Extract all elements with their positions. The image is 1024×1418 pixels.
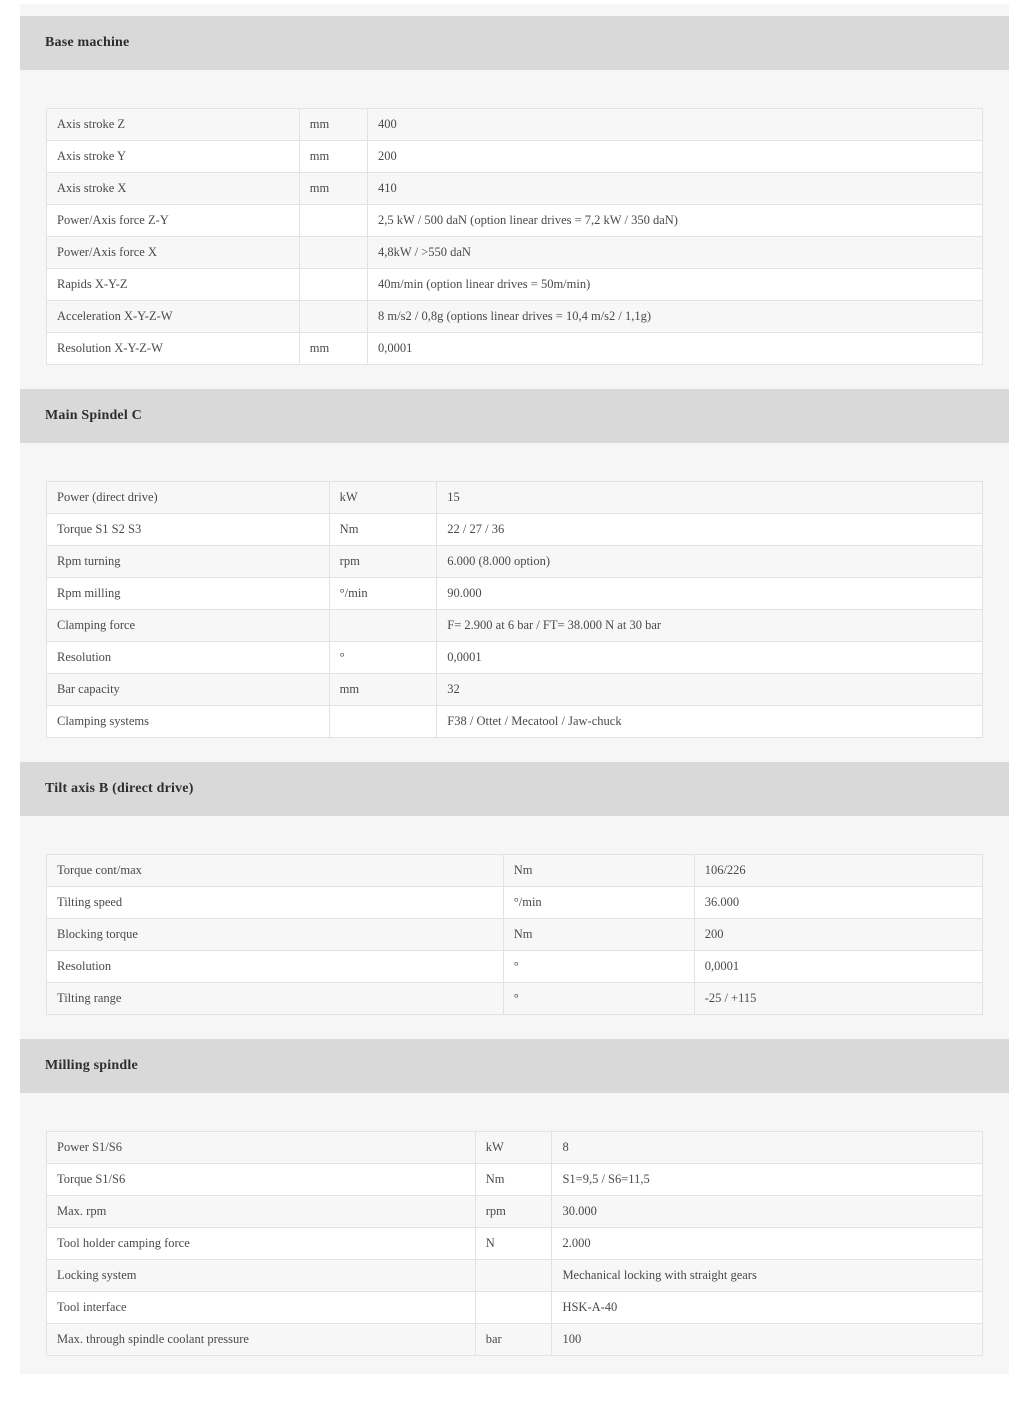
spec-value-cell: 200	[368, 141, 983, 173]
section-title: Milling spindle	[45, 1058, 138, 1073]
table-row	[47, 642, 983, 674]
table-row	[47, 610, 983, 642]
spec-label-cell: Clamping force	[47, 610, 330, 642]
table-row	[47, 1228, 983, 1260]
spec-value-cell: -25 / +115	[694, 983, 982, 1015]
spec-label-cell: Rpm milling	[47, 578, 330, 610]
spec-unit-cell: mm	[299, 173, 367, 205]
table-row	[47, 205, 983, 237]
spec-label-cell: Rpm turning	[47, 546, 330, 578]
table-row	[47, 1164, 983, 1196]
spec-label-cell: Power/Axis force X	[47, 237, 300, 269]
spec-label-cell: Axis stroke Y	[47, 141, 300, 173]
spec-value-cell: 8 m/s2 / 0,8g (options linear drives = 10,4 m/s2 / 1,1g)	[368, 301, 983, 333]
table-row	[47, 674, 983, 706]
spec-unit-cell: mm	[299, 141, 367, 173]
table-row	[47, 482, 983, 514]
spec-unit-cell: mm	[299, 109, 367, 141]
spec-label-cell: Rapids X-Y-Z	[47, 269, 300, 301]
spec-value-cell: 400	[368, 109, 983, 141]
spec-value-cell: 106/226	[694, 855, 982, 887]
spec-value-cell: 30.000	[552, 1196, 983, 1228]
table-row	[47, 887, 983, 919]
spec-value-cell: 100	[552, 1324, 983, 1356]
spec-value-cell: F= 2.900 at 6 bar / FT= 38.000 N at 30 bar	[437, 610, 983, 642]
spec-unit-cell: kW	[475, 1132, 552, 1164]
spec-unit-cell	[299, 205, 367, 237]
spec-value-cell: 36.000	[694, 887, 982, 919]
spec-unit-cell: °/min	[329, 578, 437, 610]
spec-unit-cell	[299, 269, 367, 301]
page	[0, 4, 1024, 1418]
spec-unit-cell: °	[503, 983, 694, 1015]
spec-table-wrap-tilt-axis-b-direct-drive	[46, 854, 983, 1015]
spec-label-cell: Tilting speed	[47, 887, 504, 919]
spec-value-cell: 2,5 kW / 500 daN (option linear drives = 7,2 kW / 350 daN)	[368, 205, 983, 237]
spec-value-cell: F38 / Ottet / Mecatool / Jaw-chuck	[437, 706, 983, 738]
table-row	[47, 269, 983, 301]
spec-value-cell: 8	[552, 1132, 983, 1164]
table-row	[47, 706, 983, 738]
table-row	[47, 855, 983, 887]
spec-value-cell: S1=9,5 / S6=11,5	[552, 1164, 983, 1196]
spec-unit-cell: °	[329, 642, 437, 674]
spec-value-cell: 2.000	[552, 1228, 983, 1260]
spec-value-cell: 0,0001	[437, 642, 983, 674]
spec-unit-cell: mm	[329, 674, 437, 706]
spec-label-cell: Max. through spindle coolant pressure	[47, 1324, 476, 1356]
spec-unit-cell: °/min	[503, 887, 694, 919]
section-header-main-spindel-c	[20, 389, 1009, 443]
spec-label-cell: Tool holder camping force	[47, 1228, 476, 1260]
section-title: Base machine	[45, 35, 130, 50]
table-row	[47, 578, 983, 610]
section-title: Tilt axis B (direct drive)	[45, 781, 194, 796]
spec-unit-cell: rpm	[329, 546, 437, 578]
spec-label-cell: Torque S1 S2 S3	[47, 514, 330, 546]
spec-table-tilt-axis-b-direct-drive	[46, 854, 983, 1015]
spec-value-cell: 0,0001	[694, 951, 982, 983]
spec-unit-cell: Nm	[503, 919, 694, 951]
spec-label-cell: Resolution	[47, 642, 330, 674]
spec-unit-cell	[475, 1292, 552, 1324]
section-header-tilt-axis-b-direct-drive	[20, 762, 1009, 816]
table-row	[47, 1292, 983, 1324]
table-row	[47, 983, 983, 1015]
table-row	[47, 1260, 983, 1292]
table-row	[47, 333, 983, 365]
spec-value-cell: 22 / 27 / 36	[437, 514, 983, 546]
spec-label-cell: Tool interface	[47, 1292, 476, 1324]
table-row	[47, 919, 983, 951]
spec-table-base-machine	[46, 108, 983, 365]
spec-unit-cell: bar	[475, 1324, 552, 1356]
spec-value-cell: 0,0001	[368, 333, 983, 365]
spec-label-cell: Torque cont/max	[47, 855, 504, 887]
spec-label-cell: Axis stroke X	[47, 173, 300, 205]
section-title: Main Spindel C	[45, 408, 142, 423]
spec-label-cell: Max. rpm	[47, 1196, 476, 1228]
spec-value-cell: 90.000	[437, 578, 983, 610]
spec-table-main-spindel-c	[46, 481, 983, 738]
spec-unit-cell	[299, 301, 367, 333]
spec-value-cell: 200	[694, 919, 982, 951]
spec-unit-cell	[329, 610, 437, 642]
spec-unit-cell: kW	[329, 482, 437, 514]
spec-unit-cell: Nm	[475, 1164, 552, 1196]
spec-unit-cell	[329, 706, 437, 738]
table-row	[47, 546, 983, 578]
spec-table-milling-spindle	[46, 1131, 983, 1356]
table-row	[47, 109, 983, 141]
spec-table-wrap-milling-spindle	[46, 1131, 983, 1356]
spec-label-cell: Acceleration X-Y-Z-W	[47, 301, 300, 333]
spec-unit-cell: Nm	[329, 514, 437, 546]
table-row	[47, 237, 983, 269]
spec-unit-cell	[475, 1260, 552, 1292]
spec-value-cell: 40m/min (option linear drives = 50m/min)	[368, 269, 983, 301]
spec-label-cell: Bar capacity	[47, 674, 330, 706]
spec-label-cell: Tilting range	[47, 983, 504, 1015]
spec-label-cell: Torque S1/S6	[47, 1164, 476, 1196]
spec-value-cell: 32	[437, 674, 983, 706]
table-row	[47, 1132, 983, 1164]
spec-unit-cell: °	[503, 951, 694, 983]
spec-unit-cell: Nm	[503, 855, 694, 887]
spec-unit-cell: rpm	[475, 1196, 552, 1228]
spec-label-cell: Axis stroke Z	[47, 109, 300, 141]
spec-value-cell: Mechanical locking with straight gears	[552, 1260, 983, 1292]
table-row	[47, 301, 983, 333]
spec-table-wrap-main-spindel-c	[46, 481, 983, 738]
spec-label-cell: Locking system	[47, 1260, 476, 1292]
spec-value-cell: HSK-A-40	[552, 1292, 983, 1324]
table-row	[47, 173, 983, 205]
table-row	[47, 141, 983, 173]
spec-value-cell: 4,8kW / >550 daN	[368, 237, 983, 269]
spec-table-wrap-base-machine	[46, 108, 983, 365]
spec-label-cell: Power (direct drive)	[47, 482, 330, 514]
spec-label-cell: Clamping systems	[47, 706, 330, 738]
spec-label-cell: Blocking torque	[47, 919, 504, 951]
table-row	[47, 951, 983, 983]
spec-value-cell: 410	[368, 173, 983, 205]
spec-value-cell: 6.000 (8.000 option)	[437, 546, 983, 578]
spec-unit-cell: mm	[299, 333, 367, 365]
spec-label-cell: Resolution X-Y-Z-W	[47, 333, 300, 365]
table-row	[47, 1196, 983, 1228]
spec-unit-cell	[299, 237, 367, 269]
table-row	[47, 1324, 983, 1356]
spec-label-cell: Power S1/S6	[47, 1132, 476, 1164]
section-header-base-machine	[20, 16, 1009, 70]
table-row	[47, 514, 983, 546]
section-header-milling-spindle	[20, 1039, 1009, 1093]
spec-sheet	[20, 4, 1009, 1374]
spec-label-cell: Power/Axis force Z-Y	[47, 205, 300, 237]
spec-unit-cell: N	[475, 1228, 552, 1260]
spec-label-cell: Resolution	[47, 951, 504, 983]
spec-value-cell: 15	[437, 482, 983, 514]
